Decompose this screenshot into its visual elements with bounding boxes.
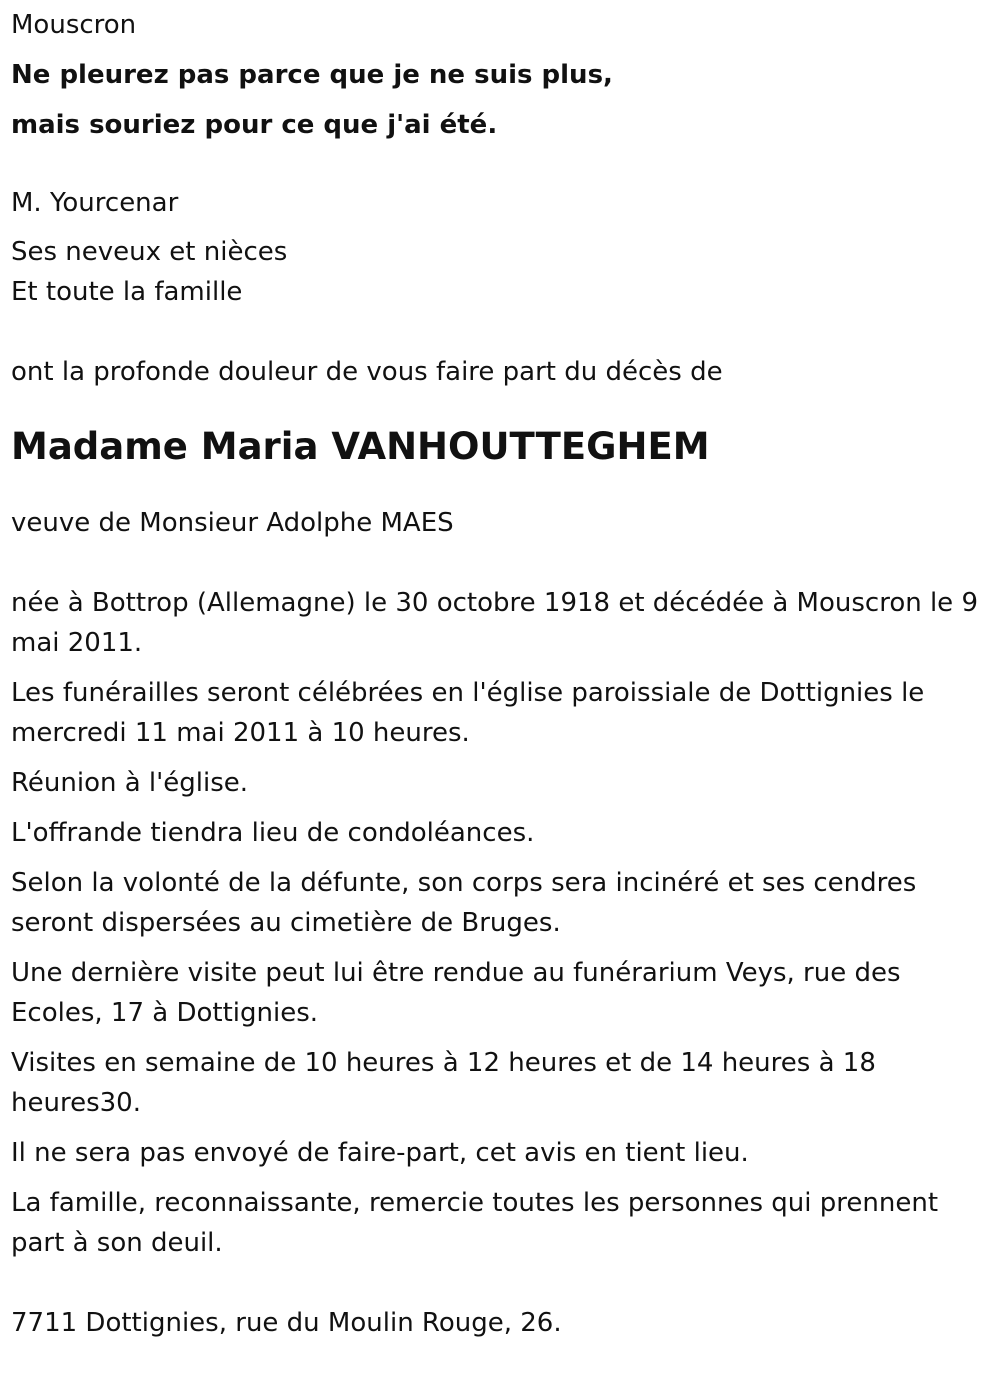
visit-paragraph: Une dernière visite peut lui être rendue au funérarium Veys, rue des Ecoles, 17 à Dottignies. — [11, 958, 901, 1028]
family-line-1: Ses neveux et nièces — [11, 237, 288, 267]
deceased-name: Madame Maria VANHOUTTEGHEM — [11, 425, 710, 468]
thanks-paragraph: La famille, reconnaissante, remercie toutes les personnes qui prennent part à son deuil. — [11, 1188, 939, 1258]
meeting-paragraph: Réunion à l'église. — [11, 768, 249, 798]
quote-line-1: Ne pleurez pas parce que je ne suis plus, — [11, 60, 613, 90]
family-address: 7711 Dottignies, rue du Moulin Rouge, 26. — [11, 1308, 562, 1338]
quote-author: M. Yourcenar — [11, 188, 179, 218]
offering-paragraph: L'offrande tiendra lieu de condoléances. — [11, 818, 535, 848]
announcement-text: ont la profonde douleur de vous faire part du décès de — [11, 357, 723, 387]
no-faire-part-paragraph: Il ne sera pas envoyé de faire-part, cet avis en tient lieu. — [11, 1138, 749, 1168]
city-heading: Mouscron — [11, 10, 137, 40]
birth-death-paragraph: née à Bottrop (Allemagne) le 30 octobre 1918 et décédée à Mouscron le 9 mai 2011. — [11, 588, 978, 658]
funeral-paragraph: Les funérailles seront célébrées en l'église paroissiale de Dottignies le mercredi 11 mai 2011 à 10 heures. — [11, 678, 925, 748]
visiting-hours-paragraph: Visites en semaine de 10 heures à 12 heures et de 14 heures à 18 heures30. — [11, 1048, 876, 1118]
cremation-paragraph: Selon la volonté de la défunte, son corps sera incinéré et ses cendres seront dispersées au cimetière de Bruges. — [11, 868, 917, 938]
quote-line-2: mais souriez pour ce que j'ai été. — [11, 110, 498, 140]
widow-of-text: veuve de Monsieur Adolphe MAES — [11, 508, 454, 538]
family-line-2: Et toute la famille — [11, 277, 243, 307]
obituary-notice — [11, 0, 986, 1343]
